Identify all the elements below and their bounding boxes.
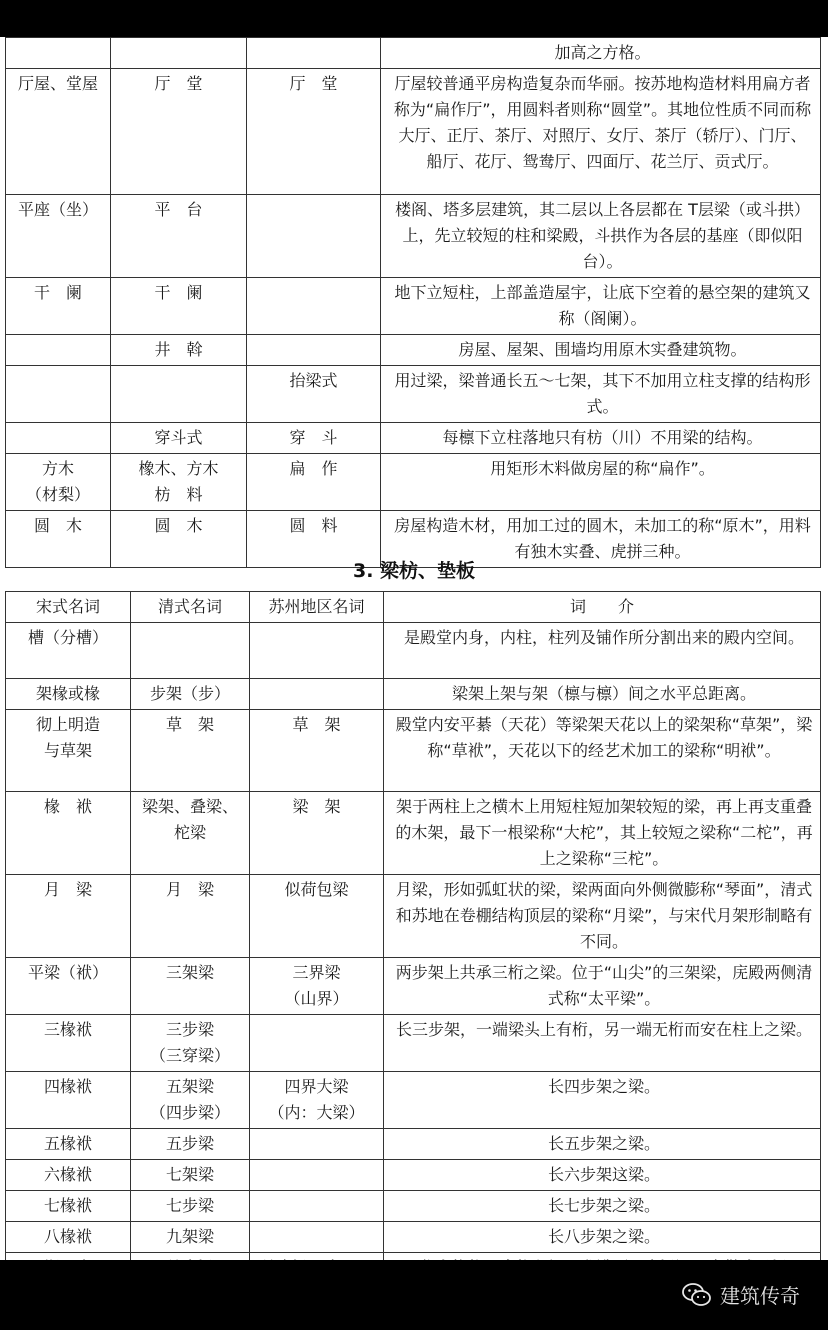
cell-term: [131, 623, 250, 679]
cell-term: 七步梁: [131, 1191, 250, 1222]
cell-term: 九架梁: [131, 1222, 250, 1253]
cell-term: [250, 679, 384, 710]
cell-term: [6, 335, 111, 366]
cell-term: 三步梁 （三穿梁）: [131, 1015, 250, 1072]
cell-description: 长三步架，一端梁头上有桁，另一端无桁而安在柱上之梁。: [384, 1015, 821, 1072]
cell-term: [6, 366, 111, 423]
cell-term: [247, 195, 381, 278]
cell-description: 地下立短柱，上部盖造屋宇，让底下空着的悬空架的建筑又称（阁阑）。: [381, 278, 821, 335]
cell-term: 圆 木: [111, 511, 247, 568]
table-header-row: [6, 592, 821, 623]
cell-term: 八椽袱: [6, 1222, 131, 1253]
cell-term: 抬梁式: [247, 366, 381, 423]
cell-description: 殿堂内安平綦（天花）等梁架天花以上的梁架称“草架”，梁称“草袱”，天花以下的经艺术加工的梁称“明袱”。: [384, 710, 821, 792]
watermark: [682, 1280, 800, 1309]
cell-term: 三界梁 （山界）: [250, 958, 384, 1015]
cell-term: 平梁（袱）: [6, 958, 131, 1015]
cell-description: 厅屋较普通平房构造复杂而华丽。按苏地构造材料用扁方者称为“扁作厅”，用圆料者则称“圆堂”。其地位性质不同而称大厅、正厅、茶厅、对照厅、女厅、茶厅（轿厅）、门厅、船厅、花厅、鸳鸯厅、四面厅、花兰厅、贡式厅。: [381, 69, 821, 195]
cell-term: [111, 366, 247, 423]
cell-term: 月 梁: [131, 875, 250, 958]
cell-description: 每檩下立柱落地只有枋（川）不用梁的结构。: [381, 423, 821, 454]
cell-description: 用过梁，梁普通长五～七架，其下不加用立柱支撑的结构形式。: [381, 366, 821, 423]
table-row: [6, 38, 821, 69]
cell-term: [250, 1129, 384, 1160]
cell-term: 七架梁: [131, 1160, 250, 1191]
table-row: [6, 454, 821, 511]
cell-term: 槽（分槽）: [6, 623, 131, 679]
cell-term: 草 架: [250, 710, 384, 792]
table-row: [6, 679, 821, 710]
header-desc: 词 介: [384, 592, 821, 623]
cell-description: 加高之方格。: [381, 38, 821, 69]
cell-term: 月 梁: [6, 875, 131, 958]
cell-term: 三椽袱: [6, 1015, 131, 1072]
cell-term: 厅屋、堂屋: [6, 69, 111, 195]
section-heading: 3. 梁枋、垫板: [352, 560, 476, 582]
cell-term: 椽 袱: [6, 792, 131, 875]
table-row: [6, 335, 821, 366]
cell-description: 两步架上共承三桁之梁。位于“山尖”的三架梁，庑殿两侧清式称“太平梁”。: [384, 958, 821, 1015]
cell-description: 长六步架这梁。: [384, 1160, 821, 1191]
cell-term: 穿斗式: [111, 423, 247, 454]
table-row: [6, 1129, 821, 1160]
cell-description: 架于两柱上之横木上用短柱短加架较短的梁，再上再支重叠的木架，最下一根梁称“大柁”，其上较短之梁称“二柁”，再上之梁称“三柁”。: [384, 792, 821, 875]
cell-term: 架椽或椽: [6, 679, 131, 710]
table-row: [6, 1015, 821, 1072]
cell-term: [6, 423, 111, 454]
cell-description: 长八步架之梁。: [384, 1222, 821, 1253]
cell-term: 穿 斗: [247, 423, 381, 454]
table-row: [6, 1191, 821, 1222]
table-beams: [5, 591, 821, 1284]
table-row: [6, 366, 821, 423]
cell-term: 五架梁 （四步梁）: [131, 1072, 250, 1129]
cell-term: [250, 1222, 384, 1253]
cell-term: 三架梁: [131, 958, 250, 1015]
cell-term: 四界大梁 （内：大梁）: [250, 1072, 384, 1129]
cell-term: 四椽袱: [6, 1072, 131, 1129]
cell-term: [250, 623, 384, 679]
cell-term: 七椽袱: [6, 1191, 131, 1222]
header-suzhou: 苏州地区名词: [250, 592, 384, 623]
wechat-icon: [682, 1282, 712, 1308]
header-qing: 清式名词: [131, 592, 250, 623]
cell-term: [250, 1160, 384, 1191]
cell-description: 月梁，形如弧虹状的梁，梁两面向外侧微膨称“琴面”，清式和苏地在卷棚结构顶层的梁称“月梁”，与宋代月架形制略有不同。: [384, 875, 821, 958]
table-row: [6, 710, 821, 792]
table-row: [6, 69, 821, 195]
table-row: [6, 623, 821, 679]
cell-term: 橡木、方木 枋 料: [111, 454, 247, 511]
table-row: [6, 792, 821, 875]
cell-term: [247, 278, 381, 335]
cell-description: 用矩形木料做房屋的称“扁作”。: [381, 454, 821, 511]
cell-description: 长四步架之梁。: [384, 1072, 821, 1129]
cell-description: 长五步架之梁。: [384, 1129, 821, 1160]
cell-term: 厅 堂: [247, 69, 381, 195]
cell-term: 厅 堂: [111, 69, 247, 195]
table-structures: [5, 37, 821, 568]
table-row: [6, 875, 821, 958]
cell-description: 梁架上架与架（檩与檩）间之水平总距离。: [384, 679, 821, 710]
cell-term: 圆 木: [6, 511, 111, 568]
cell-term: [250, 1191, 384, 1222]
cell-term: 干 阑: [6, 278, 111, 335]
table-row: [6, 1222, 821, 1253]
cell-term: 步架（步）: [131, 679, 250, 710]
cell-description: 房屋构造木材，用加工过的圆木，未加工的称“原木”，用料有独木实叠、虎拼三种。: [381, 511, 821, 568]
document-page: [0, 37, 828, 1260]
cell-term: [111, 38, 247, 69]
cell-term: 五椽袱: [6, 1129, 131, 1160]
header-song: 宋式名词: [6, 592, 131, 623]
cell-term: 平座（坐）: [6, 195, 111, 278]
cell-term: [250, 1015, 384, 1072]
cell-description: 是殿堂内身，内柱，柱列及铺作所分割出来的殿内空间。: [384, 623, 821, 679]
cell-term: 梁 架: [250, 792, 384, 875]
cell-term: 梁架、叠梁、 柁梁: [131, 792, 250, 875]
cell-term: 似荷包梁: [250, 875, 384, 958]
cell-term: [247, 335, 381, 366]
cell-term: 平 台: [111, 195, 247, 278]
cell-term: 方木 （材梨）: [6, 454, 111, 511]
cell-term: 圆 料: [247, 511, 381, 568]
cell-term: 扁 作: [247, 454, 381, 511]
table-row: [6, 195, 821, 278]
table-row: [6, 423, 821, 454]
cell-description: 房屋、屋架、围墙均用原木实叠建筑物。: [381, 335, 821, 366]
cell-term: 草 架: [131, 710, 250, 792]
cell-term: 井 斡: [111, 335, 247, 366]
table-row: [6, 278, 821, 335]
cell-description: 楼阁、塔多层建筑，其二层以上各层都在 T层梁（或斗拱）上，先立较短的柱和梁殿，斗拱作为各层的基座（即似阳台）。: [381, 195, 821, 278]
cell-term: 干 阑: [111, 278, 247, 335]
watermark-label: 建筑传奇: [720, 1284, 800, 1308]
cell-term: 五步梁: [131, 1129, 250, 1160]
cell-term: 六椽袱: [6, 1160, 131, 1191]
cell-term: [6, 38, 111, 69]
table-row: [6, 1072, 821, 1129]
cell-term: [247, 38, 381, 69]
cell-description: 长七步架之梁。: [384, 1191, 821, 1222]
table-row: [6, 958, 821, 1015]
cell-term: 彻上明造 与草架: [6, 710, 131, 792]
table-row: [6, 1160, 821, 1191]
